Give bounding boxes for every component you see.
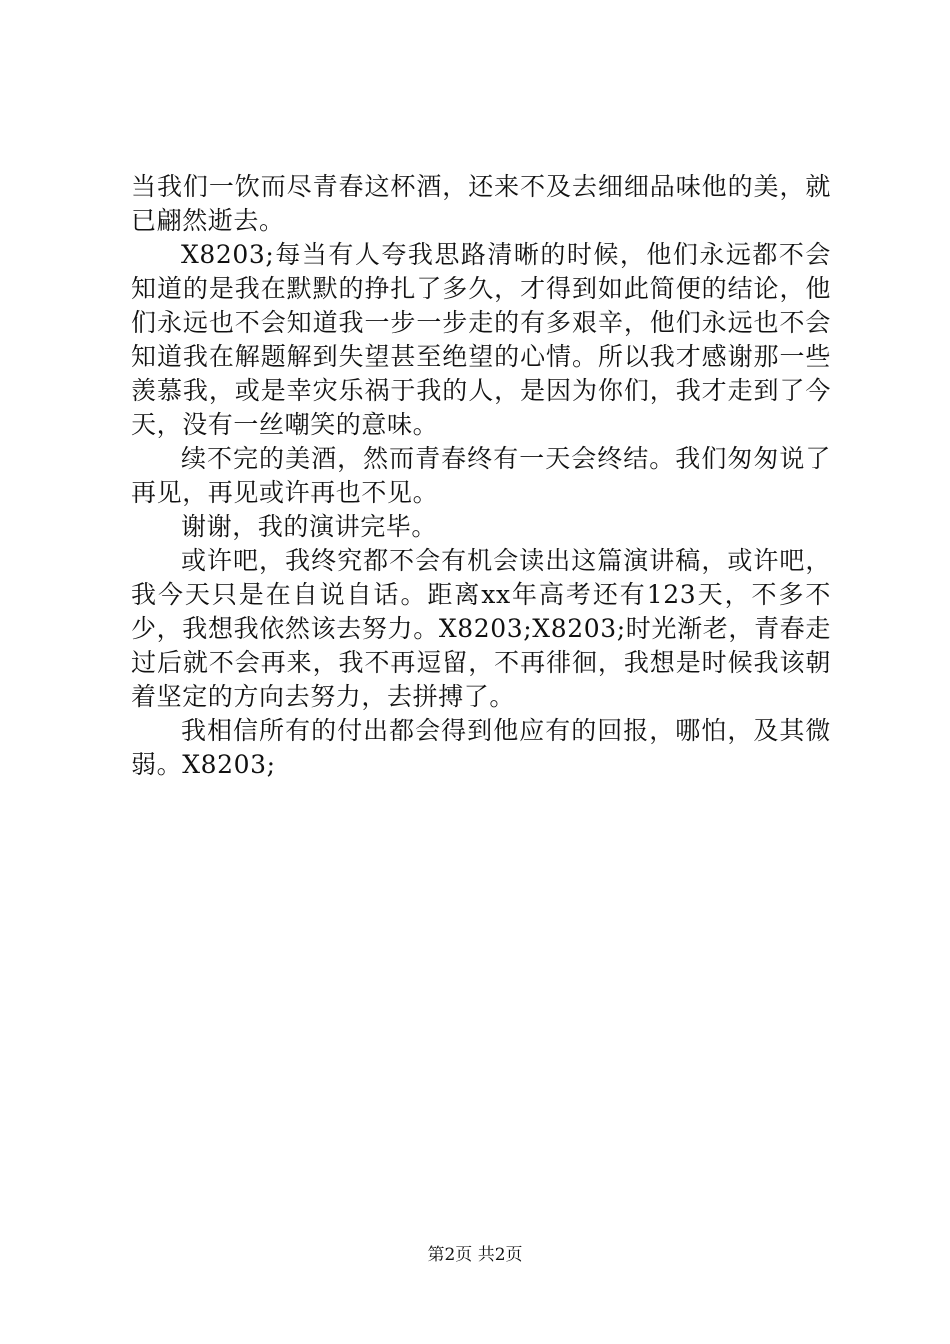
page-number-footer: 第2页 共2页: [427, 1245, 523, 1265]
document-body: [131, 170, 831, 782]
paragraph-4: 谢谢，我的演讲完毕。: [181, 512, 438, 541]
paragraph-1: 当我们一饮而尽青春这杯酒，还来不及去细细品味他的美，就已翩然逝去。: [131, 172, 831, 235]
paragraph-2: X8203;每当有人夸我思路清晰的时候，他们永远都不会知道的是我在默默的挣扎了多久，才得到如此简便的结论，他们永远也不会知道我一步一步走的有多艰辛，他们永远也不会知道我在解题解到失望甚至绝望的心情。所以我才感谢那一些羡慕我，或是幸灾乐祸于我的人，是因为你们，我才走到了今天，没有一丝嘲笑的意味。: [131, 240, 831, 439]
paragraph-5: 或许吧，我终究都不会有机会读出这篇演讲稿，或许吧，我今天只是在自说自话。距离xx年高考还有123天，不多不少，我想我依然该去努力。X8203;X8203;时光渐老，青春走过后就不会再来，我不再逗留，不再徘徊，我想是时候我该朝着坚定的方向去努力，去拼搏了。: [131, 546, 831, 711]
paragraph-6: 我相信所有的付出都会得到他应有的回报，哪怕，及其微弱。X8203;: [131, 716, 831, 779]
paragraph-3: 续不完的美酒，然而青春终有一天会终结。我们匆匆说了再见，再见或许再也不见。: [131, 444, 831, 507]
